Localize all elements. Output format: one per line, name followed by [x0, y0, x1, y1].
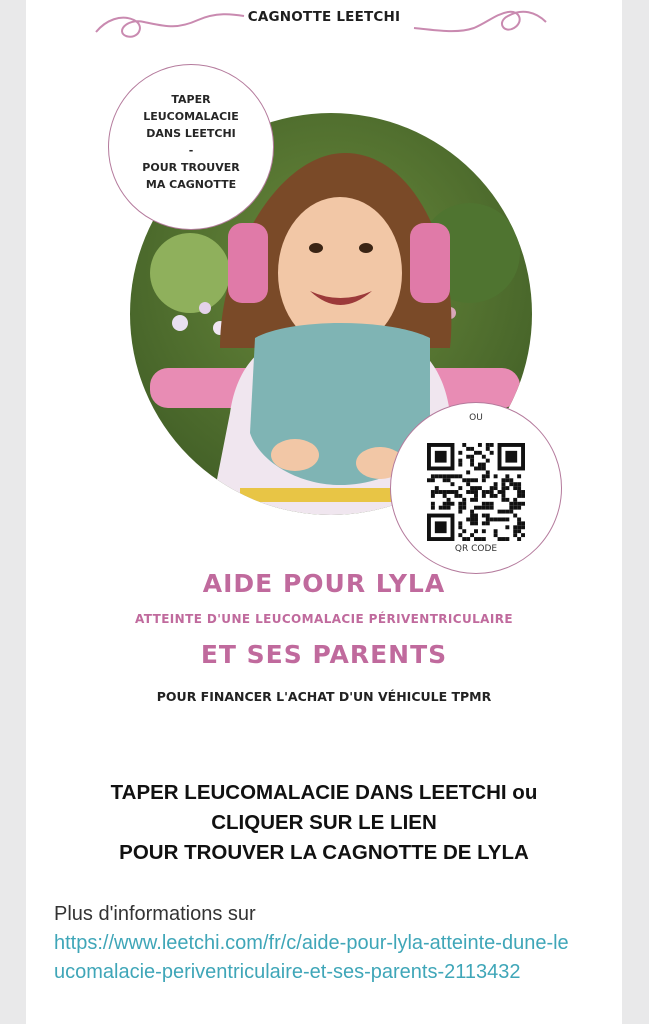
purpose-line: POUR FINANCER L'ACHAT D'UN VÉHICULE TPMR — [156, 689, 492, 704]
bubble-line: MA CAGNOTTE — [145, 178, 237, 191]
more-info — [54, 900, 614, 987]
qr-code-bubble — [390, 402, 562, 574]
qr-code-label: QR CODE — [454, 544, 498, 554]
headline-second: ET SES PARENTS — [200, 640, 448, 669]
bubble-line: LEUCOMALACIE — [143, 110, 239, 123]
fundraiser-link[interactable]: https://www.leetchi.com/fr/c/aide-pour-lyla-atteinte-dune-leucomalacie-periventriculaire-et-ses-parents-2113432 — [54, 932, 569, 983]
right-margin — [622, 0, 649, 1024]
more-info-label: Plus d'informations sur — [54, 903, 256, 925]
headline: AIDE POUR LYLA — [202, 569, 446, 598]
poster-title: CAGNOTTE LEETCHI — [247, 9, 401, 25]
fundraiser-poster-image[interactable] — [26, 0, 622, 740]
qr-or-label: OU — [469, 413, 483, 423]
caption-text — [26, 778, 622, 868]
caption-line: TAPER LEUCOMALACIE DANS LEETCHI ou — [110, 781, 538, 804]
bubble-line: TAPER — [171, 93, 211, 106]
caption-line: POUR TROUVER LA CAGNOTTE DE LYLA — [119, 841, 529, 864]
subheadline: ATTEINTE D'UNE LEUCOMALACIE PÉRIVENTRICULAIRE — [135, 612, 513, 626]
bubble-line: POUR TROUVER — [142, 161, 240, 174]
bubble-line: DANS LEETCHI — [146, 127, 236, 140]
bubble-line: - — [188, 144, 194, 157]
qr-code-icon[interactable] — [427, 443, 525, 541]
caption-line: CLIQUER SUR LE LIEN — [211, 811, 437, 834]
left-margin — [0, 0, 26, 1024]
instructions-bubble — [108, 64, 274, 230]
